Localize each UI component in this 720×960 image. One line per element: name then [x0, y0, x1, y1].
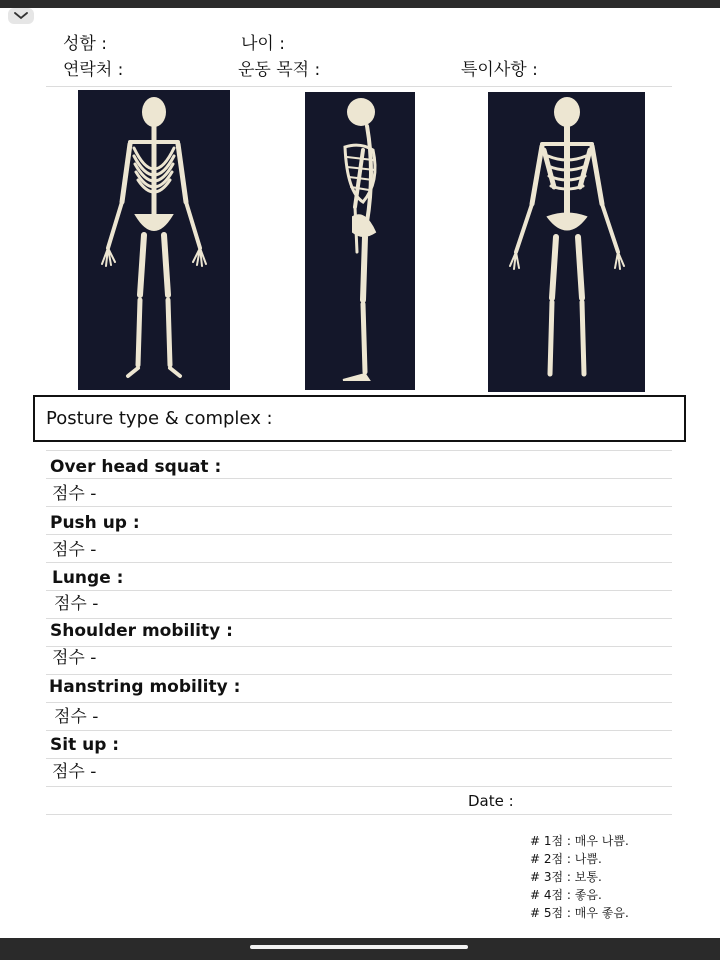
- legend-item: # 4점 : 좋음.: [530, 888, 602, 902]
- hamstring-mobility-title: Hanstring mobility :: [49, 677, 241, 697]
- row-divider: [46, 534, 672, 535]
- push-up-title: Push up :: [50, 513, 140, 533]
- name-label: 성함 :: [63, 34, 107, 54]
- age-label: 나이 :: [241, 34, 285, 54]
- skeleton-back-image: [488, 92, 645, 392]
- score-legend: [530, 832, 629, 922]
- row-divider: [46, 646, 672, 647]
- row-divider: [46, 562, 672, 563]
- bottom-bar: [0, 938, 720, 960]
- shoulder-mobility-score[interactable]: 점수 -: [52, 648, 97, 668]
- posture-type-box[interactable]: [33, 395, 686, 442]
- row-divider: [46, 450, 672, 451]
- legend-item: # 5점 : 매우 좋음.: [530, 906, 629, 920]
- overhead-squat-title: Over head squat :: [50, 457, 222, 477]
- skeleton-front-image: [78, 90, 230, 390]
- shoulder-mobility-title: Shoulder mobility :: [50, 621, 233, 641]
- sit-up-score[interactable]: 점수 -: [52, 762, 97, 782]
- push-up-score[interactable]: 점수 -: [52, 540, 97, 560]
- row-divider: [46, 590, 672, 591]
- collapse-button[interactable]: [8, 8, 34, 24]
- date-label[interactable]: Date :: [468, 792, 514, 810]
- home-indicator[interactable]: [250, 945, 468, 949]
- row-divider: [46, 478, 672, 479]
- legend-item: # 2점 : 나쁨.: [530, 852, 602, 866]
- header-divider: [46, 86, 672, 87]
- contact-label: 연락처 :: [63, 60, 124, 80]
- top-status-strip: [0, 0, 720, 8]
- row-divider: [46, 730, 672, 731]
- overhead-squat-score[interactable]: 점수 -: [52, 484, 97, 504]
- hamstring-mobility-score[interactable]: 점수 -: [54, 707, 99, 727]
- lunge-score[interactable]: 점수 -: [54, 594, 99, 614]
- skeleton-side-icon: [305, 92, 415, 390]
- row-divider: [46, 814, 672, 815]
- skeleton-front-icon: [78, 90, 230, 390]
- lunge-title: Lunge :: [52, 568, 124, 588]
- legend-item: # 3점 : 보통.: [530, 870, 602, 884]
- row-divider: [46, 674, 672, 675]
- row-divider: [46, 702, 672, 703]
- skeleton-side-image: [305, 92, 415, 390]
- chevron-down-icon: [14, 12, 28, 20]
- exercise-goal-label: 운동 목적 :: [238, 60, 321, 80]
- sit-up-title: Sit up :: [50, 735, 120, 755]
- row-divider: [46, 618, 672, 619]
- row-divider: [46, 758, 672, 759]
- row-divider: [46, 786, 672, 787]
- legend-item: # 1점 : 매우 나쁨.: [530, 834, 629, 848]
- row-divider: [46, 506, 672, 507]
- skeleton-back-icon: [488, 92, 645, 392]
- posture-type-label: Posture type & complex :: [46, 408, 273, 429]
- special-notes-label: 특이사항 :: [461, 60, 538, 80]
